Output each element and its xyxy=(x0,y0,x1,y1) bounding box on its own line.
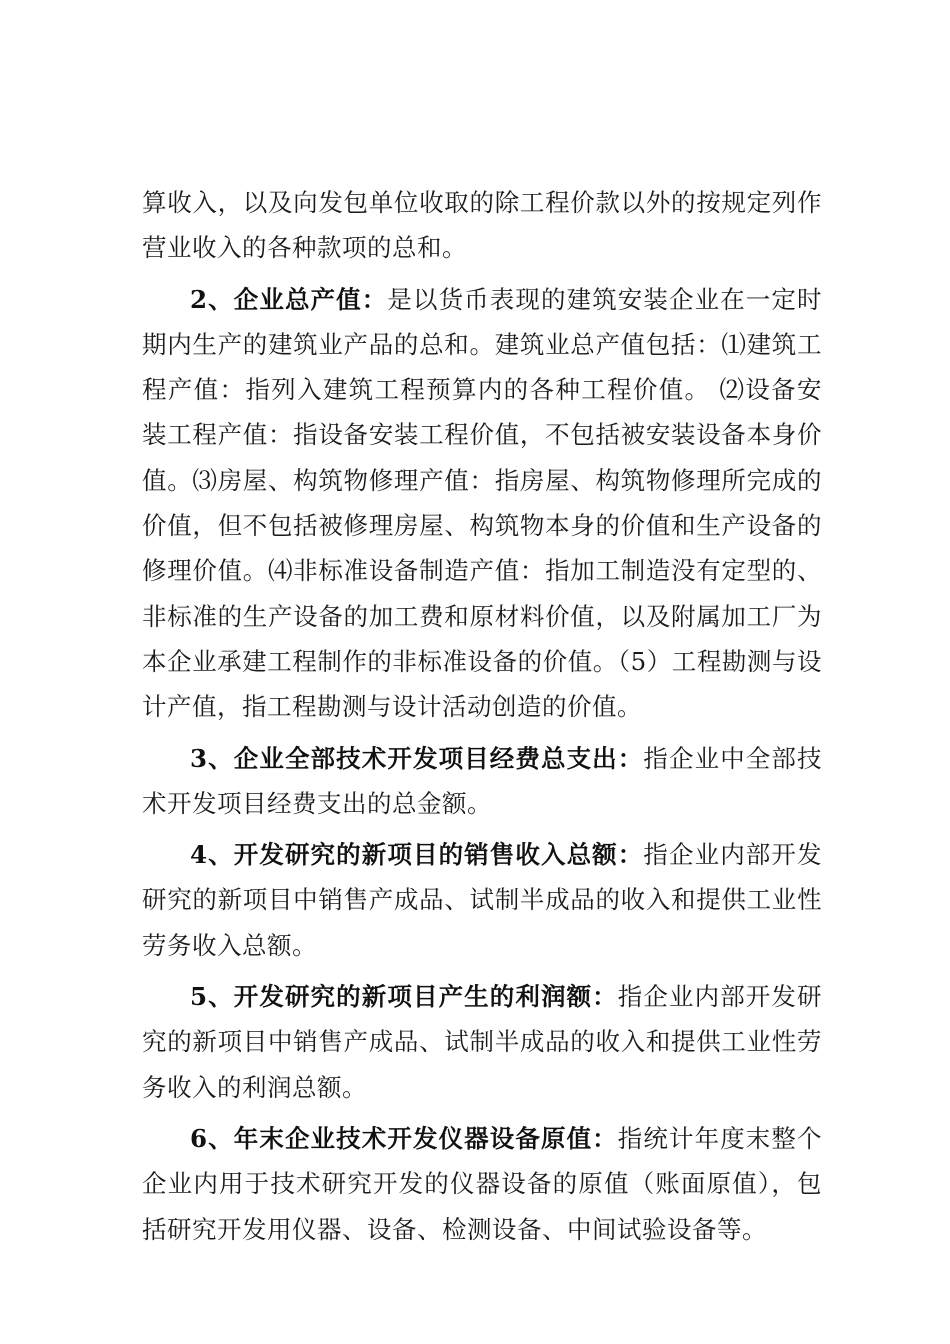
body-text xyxy=(142,180,822,1252)
paragraph-body: 是以货币表现的建筑安装企业在一定时期内生产的建筑业产品的总和。建筑业总产值包括：⑴建筑工程产值：指列入建筑工程预算内的各种工程价值。 ⑵设备安装工程产值：指设备安装工程价值，不包括被安装设备本身价值。⑶房屋、构筑物修理产值：指房屋、构筑物修理所完成的价值，但不包括被修理房屋、构筑物本身的价值和生产设备的修理价值。⑷非标准设备制造产值：指加工制造没有定型的、非标准的生产设备的加工费和原材料价值，以及附属加工厂为本企业承建工程制作的非标准设备的价值。（5）工程勘测与设计产值，指工程勘测与设计活动创造的价值。 xyxy=(142,284,823,722)
paragraph-term: 4、开发研究的新项目的销售收入总额： xyxy=(190,840,644,870)
paragraph-rd-expenditure xyxy=(142,736,822,827)
paragraph-continuation xyxy=(142,180,822,271)
paragraph-new-project-sales xyxy=(142,832,822,968)
paragraph-term: 6、年末企业技术开发仪器设备原值： xyxy=(190,1123,618,1153)
paragraph-equipment-value xyxy=(142,1116,822,1252)
paragraph-body: 指统计年度末整个企业内用于技术研究开发的仪器设备的原值（账面原值），包括研究开发用仪器、设备、检测设备、中间试验设备等。 xyxy=(142,1123,823,1244)
paragraph-total-output-value xyxy=(142,277,822,730)
paragraph-body: 指企业内部开发研究的新项目中销售产成品、试制半成品的收入和提供工业性劳务收入总额。 xyxy=(142,840,823,960)
paragraph-term: 3、企业全部技术开发项目经费总支出： xyxy=(190,743,644,773)
paragraph-body: 指企业内部开发研究的新项目中销售产成品、试制半成品的收入和提供工业性劳务收入的利润总额。 xyxy=(142,982,823,1102)
paragraph-term: 2、企业总产值： xyxy=(190,284,388,314)
paragraph-body: 指企业中全部技术开发项目经费支出的总金额。 xyxy=(142,743,823,818)
paragraph-body: 算收入，以及向发包单位收取的除工程价款以外的按规定列作营业收入的各种款项的总和。 xyxy=(142,188,822,263)
paragraph-new-project-profit xyxy=(142,974,822,1110)
paragraph-term: 5、开发研究的新项目产生的利润额： xyxy=(190,982,618,1012)
